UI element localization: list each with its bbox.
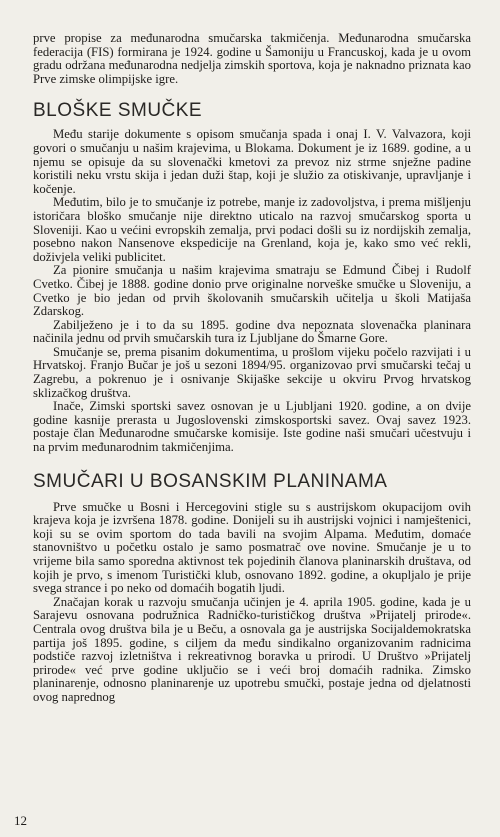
page-body — [33, 32, 471, 705]
paragraph: Značajan korak u razvoju smučanja učinjen je 4. aprila 1905. godine, kada je u Sarajevu osnovana podružnica Radničko-turističkog društva »Prijatelj prirode«. Centrala ovog društva bila je u Beču, a osnovala ga je austrijska Socijaldemokratska partija još 1895. godine, s ciljem da među sindikalno organizovanim radnicima podstiče razvoj izletništva i rekreativnog boravka u prirodi. U Društvo »Prijatelj prirode« već prve godine uključio se i veći broj domaćih radnika. Zimsko planinarenje, odnosno planinarenje uz upotrebu smučki, postaje jedna od djelatnosti ovog naprednog — [33, 594, 471, 704]
page-number: 12 — [14, 813, 27, 828]
paragraph: Zabilježeno je i to da su 1895. godine dva nepoznata slovenačka planinara načinila jednu od prvih smučarskih tura iz Ljubljane do Šmarne Gore. — [33, 317, 471, 346]
intro-paragraph: prve propise za međunarodna smučarska takmičenja. Međunarodna smučarska federacija (FIS) formirana je 1924. godine u Šamoniju u Francuskoj, kada je u ovom gradu održana međunarodna nedjelja zimskih sportova, koja je naknadno priznata kao Prve zimske olimpijske igre. — [33, 31, 471, 86]
paragraph: Za pionire smučanja u našim krajevima smatraju se Edmund Čibej i Rudolf Cvetko. Čibej je 1888. godine donio prve originalne norveške smučke u Sloveniju, a Cvetko je bio jedan od prvih školovanih smučarskih učitelja u školi Matijaša Zdarskog. — [33, 263, 471, 319]
paragraph: Među starije dokumente s opisom smučanja spada i onaj I. V. Valvazora, koji govori o smučanju u našim krajevima, u Blokama. Dokument je iz 1689. godine, a u njemu se opisuje da su slovenački kmetovi za prevoz niz strme snježne padine koristili neku vrstu skija i jedan duži štap, koji je služio za otiskivanje, upravljanje i kočenje. — [33, 127, 471, 196]
paragraph: Inače, Zimski sportski savez osnovan je u Ljubljani 1920. godine, a on dvije godine kasnije prerasta u Jugoslovenski zimskosportski savez. Ovaj savez 1923. postaje član Međunarodne smučarske komisije. Iste godine naši smučari učestvuju i na prvim međunarodnim takmičenjima. — [33, 399, 471, 455]
paragraph: Prve smučke u Bosni i Hercegovini stigle su s austrijskom okupacijom ovih krajeva koja je izvršena 1878. godine. Donijeli su ih austrijski vojnici i namještenici, koji su se ovim sportom do tada bavili na svojim Alpama. Međutim, domaće stanovništvo u početku ostalo je samo posmatrač ove novine. Smučanje je u to vrijeme bila samo sporedna aktivnost tek pojedinih članova planinarskih društava, od kojih je prvo, s imenom Turistički klub, osnovano 1892. godine, a okupljalo je prije svega strance i po neko od domaćih bogatih ljudi. — [33, 499, 471, 596]
section-title-bloske-smucke: BLOŠKE SMUČKE — [33, 100, 203, 122]
section-title-smucari-u-bosanskim-planinama: SMUČARI U BOSANSKIM PLANINAMA — [33, 470, 388, 492]
paragraph: Međutim, bilo je to smučanje iz potrebe, manje iz zadovoljstva, i prema mišljenju istoričara bloško smučanje nije direktno uticalo na razvoj smučarskog sporta u Sloveniji. Kao u većini evropskih zemalja, prvi podaci došli su iz nordijskih zemalja, posebno nakon Nansenove ekspedicije na Grenland, koja je, kako smo već rekli, doživjela veliki publicitet. — [33, 195, 471, 264]
paragraph: Smučanje se, prema pisanim dokumentima, u prošlom vijeku počelo razvijati i u Hrvatskoj. Franjo Bučar je još u sezoni 1894/95. organizovao prvi smučarski tečaj u Zagrebu, a pokrenuo je i osnivanje Skijaške sekcije u okviru Prvog hrvatskog sklizačkog društva. — [33, 344, 471, 400]
